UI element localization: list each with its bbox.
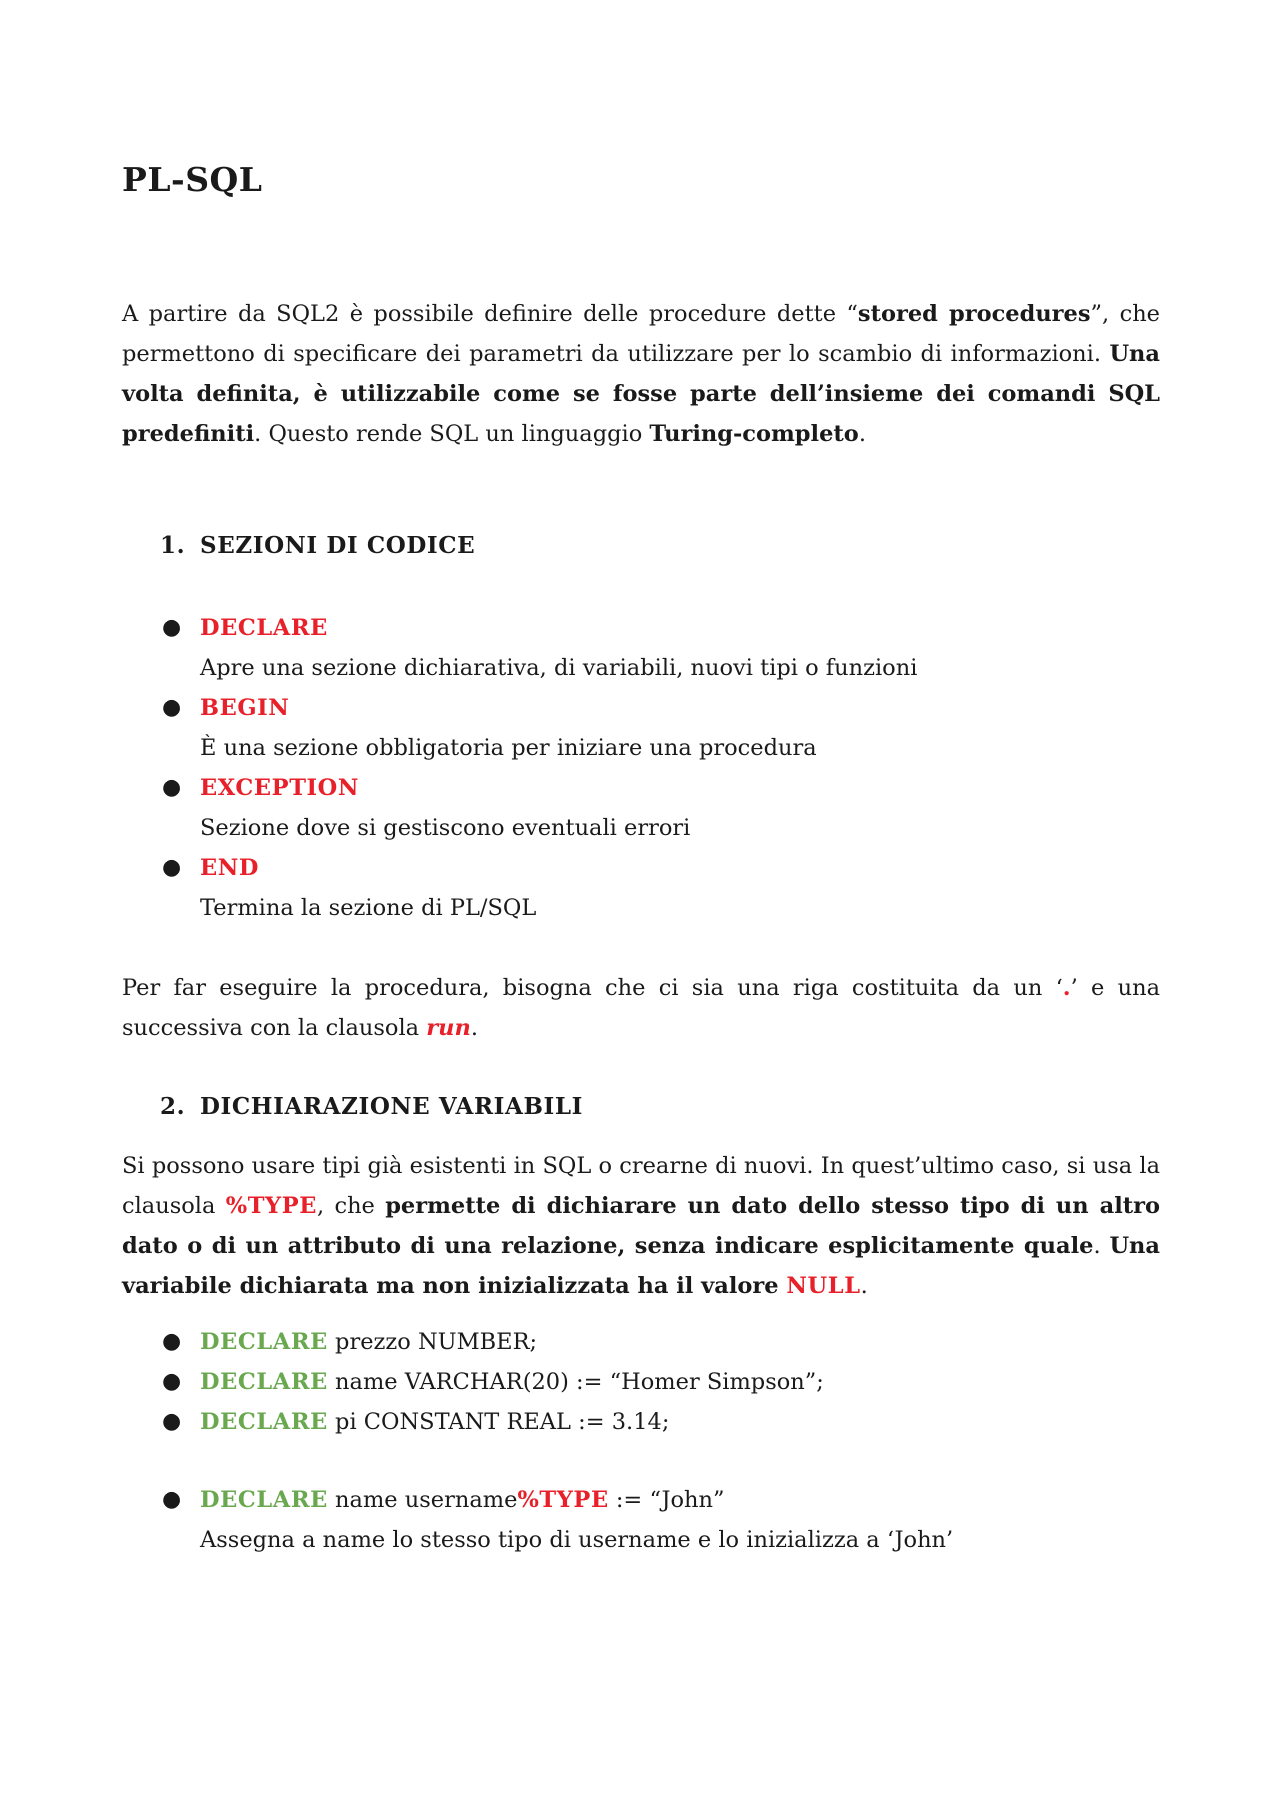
section-2-paragraph [122, 1146, 1160, 1306]
run-text-3: . [470, 1015, 478, 1041]
bullet-icon: ● [162, 855, 182, 880]
declare-keyword: DECLARE [200, 1409, 328, 1435]
run-keyword: run [426, 1015, 471, 1041]
type-example-before: name username [327, 1487, 518, 1513]
end-keyword: END [200, 855, 260, 881]
intro-paragraph [122, 294, 1160, 454]
run-paragraph [122, 968, 1160, 1048]
declare-keyword: DECLARE [200, 1329, 328, 1355]
bullet-icon: ● [162, 1329, 182, 1354]
type-example [200, 1480, 725, 1520]
type-keyword: %TYPE [225, 1193, 317, 1219]
section-1-item-description: Termina la sezione di PL/SQL [200, 895, 537, 921]
bullet-icon: ● [162, 1369, 182, 1394]
section-2-heading [160, 1093, 583, 1120]
section-1-item-keyword [200, 848, 259, 888]
section-1-item-description: Apre una sezione dichiarativa, di variabili, nuovi tipi o funzioni [200, 655, 918, 681]
section-1-heading [160, 532, 475, 559]
s2-bold-type-definition: permette di dichiarare un dato dello stesso tipo di un altro dato o di un attributo di una relazione, senza indicare esplicitamente quale [122, 1193, 1160, 1259]
section-1-title: SEZIONI DI CODICE [200, 532, 476, 559]
section-1-item-keyword [200, 768, 359, 808]
intro-text-2: ”, che permettono di specificare dei parametri da utilizzare per lo scambio di informazioni. [122, 301, 1161, 367]
intro-text-4: . [858, 421, 866, 447]
bullet-icon: ● [162, 775, 182, 800]
section-1-number: 1. [160, 532, 186, 559]
section-1-item-keyword [200, 608, 328, 648]
dot-keyword: . [1062, 975, 1071, 1001]
bullet-icon: ● [162, 1487, 182, 1512]
section-2-title: DICHIARAZIONE VARIABILI [200, 1093, 584, 1120]
intro-bold-turing: Turing-completo [649, 421, 859, 447]
bullet-icon: ● [162, 1409, 182, 1434]
s2-text-3: . [1093, 1233, 1110, 1259]
declare-example [200, 1322, 537, 1362]
declare-keyword: DECLARE [200, 1487, 328, 1513]
s2-text-2: , che [317, 1193, 386, 1219]
section-1-item-keyword [200, 688, 289, 728]
example-rest: pi CONSTANT REAL := 3.14; [327, 1409, 670, 1435]
run-text-2: ’ e una successiva con la clausola [122, 975, 1160, 1041]
type-keyword: %TYPE [517, 1487, 609, 1513]
begin-keyword: BEGIN [200, 695, 290, 721]
intro-bold-stored-procedures: stored procedures [857, 301, 1091, 327]
bullet-icon: ● [162, 695, 182, 720]
section-2-number: 2. [160, 1093, 186, 1120]
declare-example [200, 1362, 824, 1402]
run-text-1: Per far eseguire la procedura, bisogna che ci sia una riga costituita da un ‘ [122, 975, 1063, 1001]
s2-bold-null-sentence: Una variabile dichiarata ma non inizializzata ha il valore [122, 1233, 1160, 1299]
s2-text-1: Si possono usare tipi già esistenti in SQL o crearne di nuovi. In quest’ultimo caso, si usa la clausola [122, 1153, 1160, 1219]
section-1-item-description: Sezione dove si gestiscono eventuali errori [200, 815, 691, 841]
section-1-item-description: È una sezione obbligatoria per iniziare una procedura [200, 735, 817, 761]
type-example-after: := “John” [608, 1487, 725, 1513]
exception-keyword: EXCEPTION [200, 775, 360, 801]
page-title: PL-SQL [122, 160, 263, 199]
null-keyword: NULL [786, 1273, 861, 1299]
declare-keyword: DECLARE [200, 1369, 328, 1395]
intro-text-1: A partire da SQL2 è possibile definire delle procedure dette “ [122, 301, 858, 327]
example-rest: prezzo NUMBER; [327, 1329, 538, 1355]
example-rest: name VARCHAR(20) := “Homer Simpson”; [327, 1369, 824, 1395]
declare-keyword: DECLARE [200, 615, 328, 641]
declare-example [200, 1402, 669, 1442]
bullet-icon: ● [162, 615, 182, 640]
intro-bold-definition: Una volta definita, è utilizzabile come se fosse parte dell’insieme dei comandi SQL predefiniti [122, 341, 1160, 447]
type-example-description: Assegna a name lo stesso tipo di username e lo inizializza a ‘John’ [200, 1527, 954, 1553]
intro-text-3: . Questo rende SQL un linguaggio [254, 421, 650, 447]
s2-text-4: . [860, 1273, 868, 1299]
